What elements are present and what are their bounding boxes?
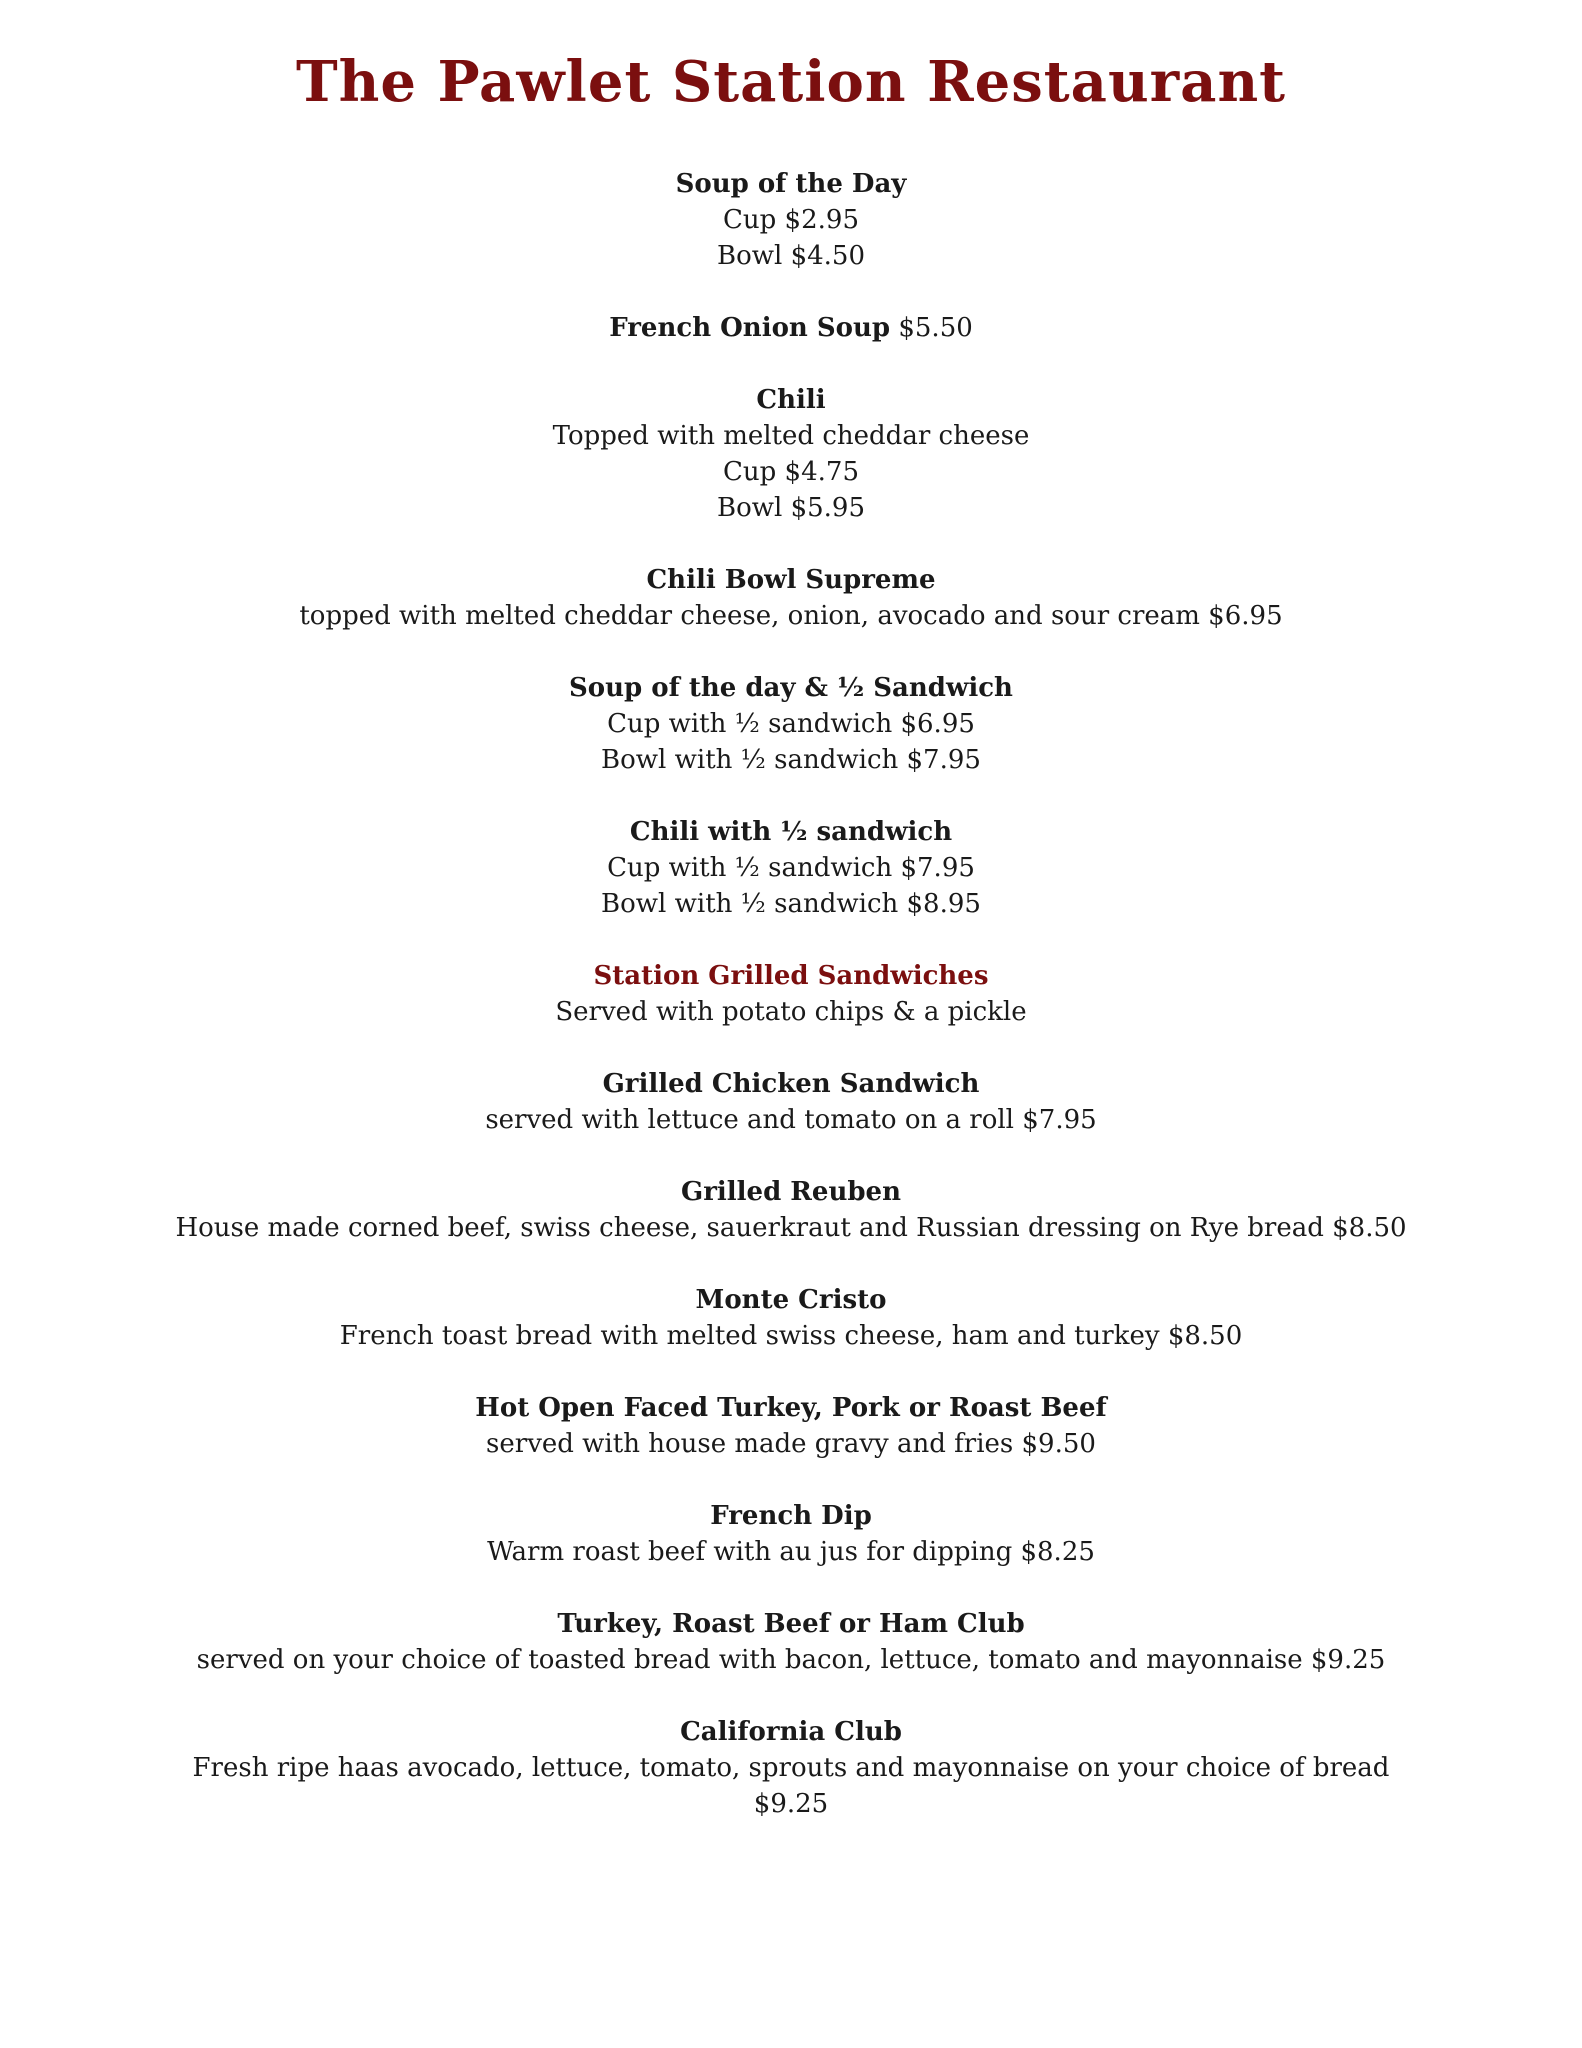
item-cup-price: Cup $2.95	[723, 205, 859, 235]
item-name: Grilled Reuben	[681, 1177, 901, 1207]
menu-list	[0, 166, 1582, 1858]
item-description: served with house made gravy and fries $9.50	[486, 1429, 1096, 1459]
menu-item-french-onion	[0, 310, 1582, 346]
item-bowl-price: Bowl with ½ sandwich $7.95	[601, 745, 981, 775]
item-name: Chili	[756, 385, 826, 415]
menu-item-club	[0, 1606, 1582, 1678]
item-name: Grilled Chicken Sandwich	[602, 1069, 980, 1099]
menu-item-california-club	[0, 1714, 1582, 1822]
item-cup-price: Cup with ½ sandwich $6.95	[607, 709, 975, 739]
menu-item-grilled-chicken	[0, 1066, 1582, 1138]
item-name: French Dip	[710, 1501, 872, 1531]
menu-item-grilled-reuben	[0, 1174, 1582, 1246]
item-name: Soup of the Day	[675, 169, 907, 199]
item-bowl-price: Bowl $5.95	[716, 493, 866, 523]
item-cup-price: Cup with ½ sandwich $7.95	[607, 853, 975, 883]
item-price: $5.50	[898, 313, 973, 343]
item-description: served on your choice of toasted bread with bacon, lettuce, tomato and mayonnaise $9.25	[196, 1645, 1386, 1675]
item-description: topped with melted cheddar cheese, onion, avocado and sour cream $6.95	[299, 601, 1283, 631]
item-bowl-price: Bowl $4.50	[716, 241, 866, 271]
menu-item-french-dip	[0, 1498, 1582, 1570]
item-price: $9.25	[753, 1789, 829, 1819]
item-description: French toast bread with melted swiss cheese, ham and turkey $8.50	[339, 1321, 1243, 1351]
menu-item-chili	[0, 382, 1582, 526]
item-cup-price: Cup $4.75	[723, 457, 859, 487]
menu-item-chili-supreme	[0, 562, 1582, 634]
item-description: House made corned beef, swiss cheese, sauerkraut and Russian dressing on Rye bread $8.50	[175, 1213, 1407, 1243]
menu-item-soup-of-day	[0, 166, 1582, 274]
item-name: Soup of the day & ½ Sandwich	[569, 673, 1013, 703]
menu-item-chili-half-sandwich	[0, 814, 1582, 922]
item-description: Topped with melted cheddar cheese	[552, 421, 1030, 451]
item-bowl-price: Bowl with ½ sandwich $8.95	[601, 889, 981, 919]
category-description: Served with potato chips & a pickle	[555, 997, 1027, 1027]
category-heading: Station Grilled Sandwiches	[593, 961, 989, 991]
item-description: served with lettuce and tomato on a roll $7.95	[485, 1105, 1097, 1135]
item-description: Warm roast beef with au jus for dipping $8.25	[487, 1537, 1095, 1567]
item-name: Turkey, Roast Beef or Ham Club	[557, 1609, 1025, 1639]
item-name: Hot Open Faced Turkey, Pork or Roast Beef	[475, 1393, 1107, 1423]
item-name: Chili with ½ sandwich	[629, 817, 953, 847]
item-name: California Club	[680, 1717, 902, 1747]
item-name: Monte Cristo	[695, 1285, 887, 1315]
item-description: Fresh ripe haas avocado, lettuce, tomato, sprouts and mayonnaise on your choice of bread	[192, 1753, 1390, 1783]
item-name: Chili Bowl Supreme	[646, 565, 936, 595]
menu-item-soup-half-sandwich	[0, 670, 1582, 778]
menu-item-monte-cristo	[0, 1282, 1582, 1354]
menu-category-grilled-sandwiches	[0, 958, 1582, 1030]
menu-item-hot-open-faced	[0, 1390, 1582, 1462]
restaurant-title: The Pawlet Station Restaurant	[295, 49, 1287, 115]
item-name: French Onion Soup	[609, 313, 891, 343]
